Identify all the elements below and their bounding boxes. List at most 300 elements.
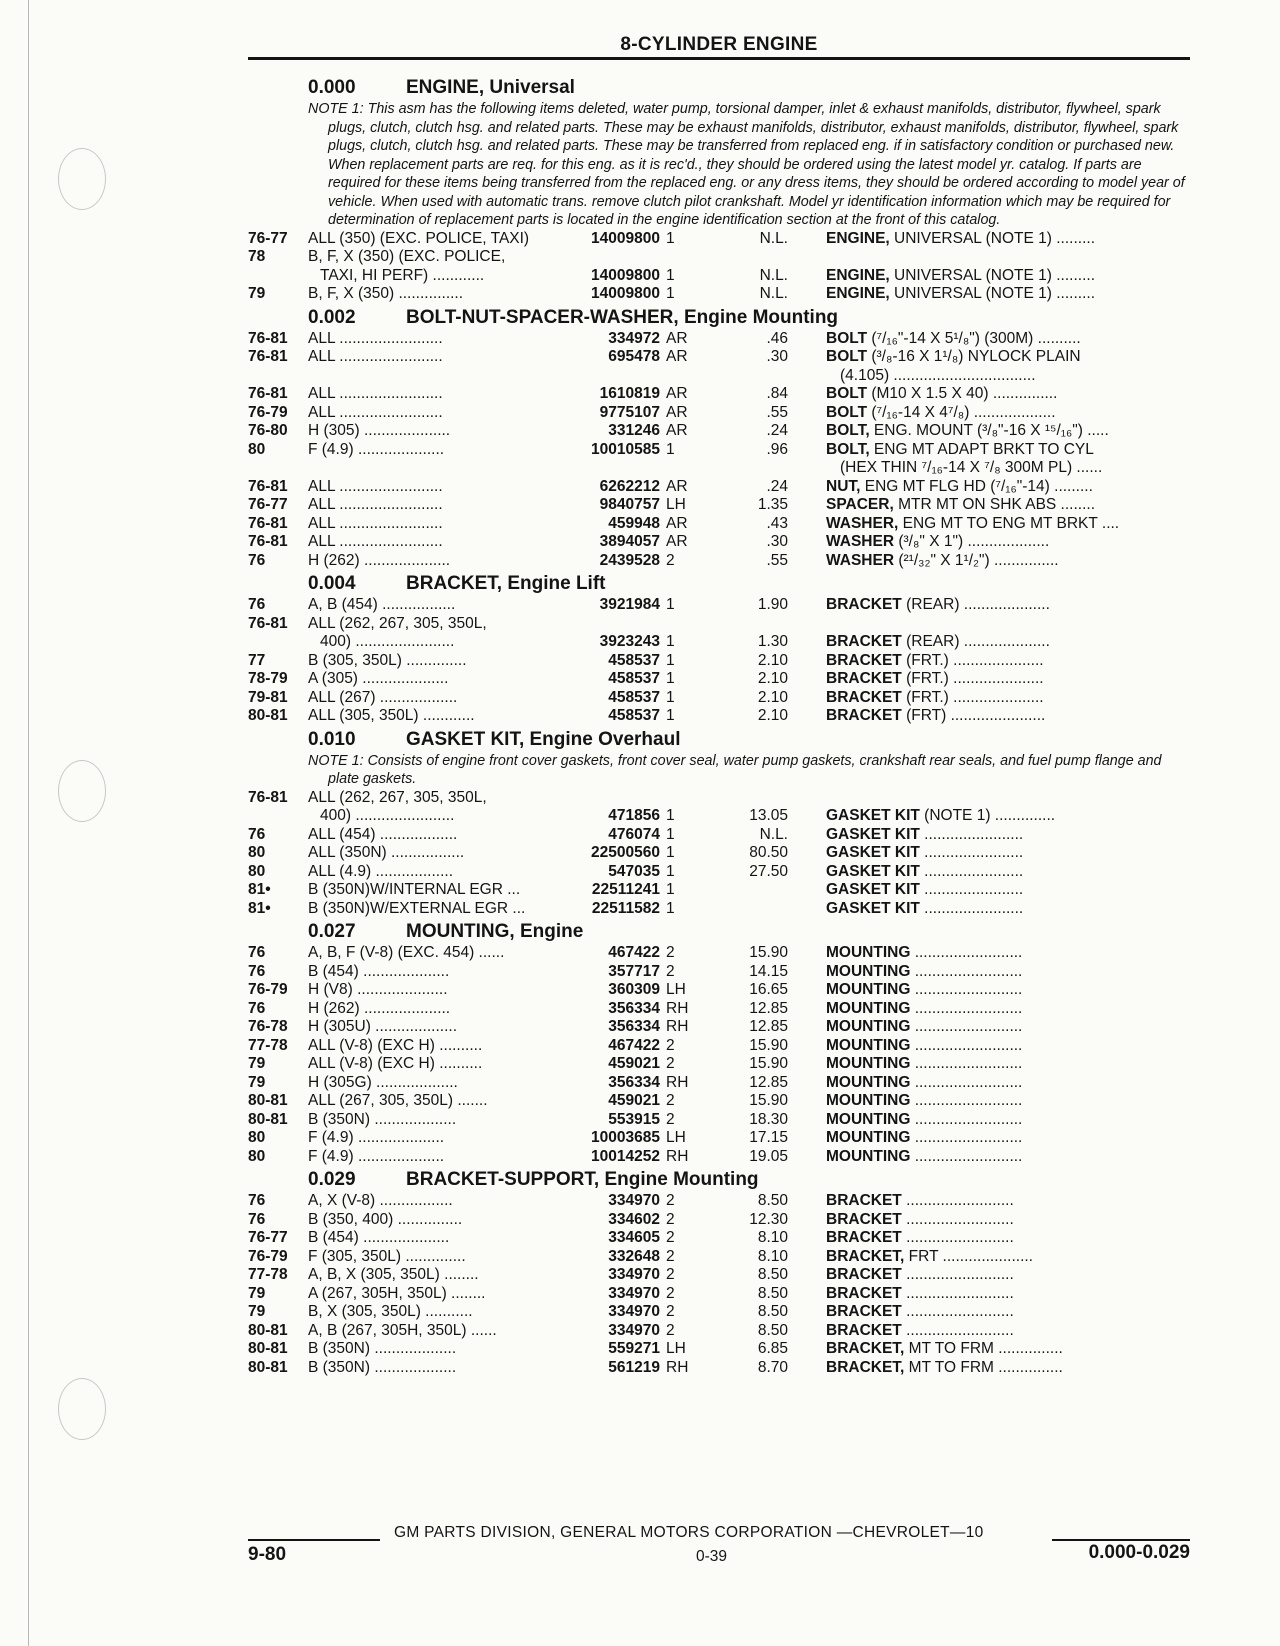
description-term: GASKET KIT bbox=[826, 881, 920, 898]
description-detail: UNIVERSAL (NOTE 1) ......... bbox=[889, 229, 1096, 247]
part-row bbox=[248, 1303, 1196, 1322]
description-detail: (REAR) .................... bbox=[901, 633, 1050, 650]
part-number: 356334 bbox=[608, 1073, 660, 1091]
model-year: 81• bbox=[248, 899, 271, 917]
part-row bbox=[248, 1148, 1196, 1167]
application: A, B (267, 305H, 350L) ...... bbox=[308, 1321, 497, 1339]
price: N.L. bbox=[759, 825, 788, 843]
description-detail: UNIVERSAL (NOTE 1) ......... bbox=[889, 285, 1096, 302]
quantity: 1 bbox=[666, 862, 675, 880]
price: N.L. bbox=[759, 285, 788, 302]
description-detail: ......................... bbox=[910, 1073, 1023, 1091]
quantity: 1 bbox=[666, 899, 675, 917]
page-header bbox=[248, 34, 1190, 60]
description bbox=[826, 1092, 1194, 1110]
description-term: BOLT, bbox=[826, 440, 870, 458]
quantity: 1 bbox=[666, 807, 675, 824]
description bbox=[826, 881, 1194, 899]
part-row bbox=[248, 478, 1196, 497]
quantity: LH bbox=[666, 981, 686, 998]
section-name: MOUNTING, Engine bbox=[406, 921, 584, 942]
header-rule bbox=[248, 57, 1190, 60]
price: N.L. bbox=[759, 266, 788, 284]
price: 8.10 bbox=[757, 1229, 788, 1246]
description-detail: ......................... bbox=[901, 1321, 1014, 1339]
description-term: BOLT bbox=[826, 348, 868, 365]
application: ALL ........................ bbox=[308, 329, 443, 347]
binder-hole bbox=[58, 148, 106, 210]
description-term: BRACKET, bbox=[826, 1340, 905, 1357]
price: 17.15 bbox=[749, 1129, 788, 1146]
part-row bbox=[248, 552, 1196, 571]
part-number: 458537 bbox=[608, 688, 660, 706]
section-number: 0.004 bbox=[308, 573, 356, 594]
price: 1.30 bbox=[757, 633, 788, 650]
quantity: 2 bbox=[666, 551, 675, 569]
part-number: 467422 bbox=[608, 944, 660, 961]
description-detail: (²¹/₃₂" X 1¹/₂") ............... bbox=[894, 551, 1059, 569]
description-detail: ENG MT FLG HD (⁷/₁₆"-14) ......... bbox=[860, 477, 1093, 495]
part-number: 356334 bbox=[608, 1018, 660, 1035]
description-term: BRACKET bbox=[826, 651, 902, 669]
quantity: 1 bbox=[666, 651, 675, 669]
description-term: BRACKET, bbox=[826, 1358, 905, 1376]
description bbox=[826, 596, 1194, 614]
description-detail: FRT ..................... bbox=[904, 1247, 1033, 1265]
part-row bbox=[248, 248, 1196, 267]
section-heading bbox=[248, 1166, 1196, 1192]
model-year: 77-78 bbox=[248, 1266, 288, 1283]
application: ALL (V-8) (EXC H) .......... bbox=[308, 1055, 483, 1072]
description-detail: (FRT.) ..................... bbox=[901, 651, 1044, 669]
description bbox=[826, 1340, 1194, 1358]
part-row bbox=[248, 285, 1196, 304]
part-row bbox=[248, 1018, 1196, 1037]
description bbox=[826, 1359, 1194, 1377]
part-row bbox=[248, 863, 1196, 882]
description bbox=[826, 285, 1194, 303]
part-number: 334972 bbox=[608, 329, 660, 347]
model-year: 79-81 bbox=[248, 688, 288, 706]
description-term: SPACER, bbox=[826, 496, 894, 513]
section-0-002 bbox=[248, 304, 1196, 571]
description-term: BRACKET bbox=[826, 1284, 902, 1302]
description bbox=[826, 1229, 1194, 1247]
model-year: 76-79 bbox=[248, 1247, 288, 1265]
part-number: 3894057 bbox=[599, 533, 660, 550]
quantity: 1 bbox=[666, 440, 675, 458]
description bbox=[826, 944, 1194, 962]
part-row bbox=[248, 963, 1196, 982]
price: 8.50 bbox=[757, 1192, 788, 1209]
part-row bbox=[248, 826, 1196, 845]
section-heading bbox=[248, 74, 1196, 100]
description-term: BOLT bbox=[826, 403, 868, 421]
application: B (454) .................... bbox=[308, 962, 450, 980]
description-term: GASKET KIT bbox=[826, 825, 920, 843]
model-year: 78-79 bbox=[248, 670, 288, 687]
description-term: WASHER bbox=[826, 551, 895, 569]
model-year: 76 bbox=[248, 1192, 266, 1209]
part-row bbox=[248, 1248, 1196, 1267]
quantity: RH bbox=[666, 1018, 689, 1035]
application: ALL (454) .................. bbox=[308, 825, 458, 843]
part-number: 14009800 bbox=[591, 229, 660, 247]
description-detail: ......................... bbox=[901, 1303, 1014, 1320]
price: 2.10 bbox=[757, 670, 788, 687]
application: ALL ........................ bbox=[308, 533, 443, 550]
price: 15.90 bbox=[749, 1036, 788, 1054]
section-heading bbox=[248, 570, 1196, 596]
quantity: 1 bbox=[666, 881, 675, 898]
model-year: 76 bbox=[248, 596, 266, 613]
description-detail: ......................... bbox=[910, 1018, 1023, 1035]
part-row bbox=[248, 807, 1196, 826]
description-term: BRACKET bbox=[826, 596, 902, 613]
description-detail: ......................... bbox=[901, 1229, 1014, 1246]
quantity: 1 bbox=[666, 707, 675, 724]
description bbox=[826, 963, 1194, 981]
description-detail: ......................... bbox=[901, 1210, 1014, 1228]
quantity: RH bbox=[666, 1147, 689, 1165]
part-row bbox=[248, 596, 1196, 615]
model-year: 76-81 bbox=[248, 514, 288, 532]
price: 1.90 bbox=[757, 596, 788, 613]
price: .96 bbox=[766, 440, 788, 458]
description bbox=[826, 633, 1194, 651]
quantity: 2 bbox=[666, 1284, 675, 1302]
application: H (305) .................... bbox=[308, 422, 451, 439]
quantity: 2 bbox=[666, 962, 675, 980]
description bbox=[826, 422, 1194, 440]
description-term: MOUNTING bbox=[826, 999, 911, 1017]
footer-rule-right bbox=[1052, 1539, 1190, 1541]
part-row bbox=[248, 1111, 1196, 1130]
part-number: 334970 bbox=[608, 1192, 660, 1209]
price: N.L. bbox=[759, 229, 788, 247]
description bbox=[826, 496, 1194, 514]
part-row bbox=[248, 1129, 1196, 1148]
model-year: 80-81 bbox=[248, 1340, 288, 1357]
description-term: WASHER bbox=[826, 533, 895, 550]
quantity: 1 bbox=[666, 844, 675, 861]
quantity: 1 bbox=[666, 229, 675, 247]
quantity: 2 bbox=[666, 1110, 675, 1128]
price: .43 bbox=[766, 514, 788, 532]
part-number: 334970 bbox=[608, 1284, 660, 1302]
description-term: MOUNTING bbox=[826, 1018, 911, 1035]
quantity: 1 bbox=[666, 266, 675, 284]
application: A (267, 305H, 350L) ........ bbox=[308, 1284, 486, 1302]
section-number: 0.000 bbox=[308, 77, 356, 98]
part-row bbox=[248, 404, 1196, 423]
application: 400) ....................... bbox=[320, 633, 455, 650]
part-row bbox=[248, 670, 1196, 689]
footer-rule-left bbox=[248, 1539, 380, 1541]
model-year: 76-81 bbox=[248, 329, 288, 347]
description-term: MOUNTING bbox=[826, 962, 911, 980]
part-row bbox=[248, 1192, 1196, 1211]
description-term: NUT, bbox=[826, 477, 861, 495]
part-row bbox=[248, 330, 1196, 349]
application: B (305, 350L) .............. bbox=[308, 651, 467, 669]
model-year: 79 bbox=[248, 1055, 266, 1072]
part-number: 553915 bbox=[608, 1110, 660, 1128]
price: 14.15 bbox=[749, 962, 788, 980]
part-number: 334970 bbox=[608, 1266, 660, 1283]
description-detail: (FRT.) ..................... bbox=[901, 670, 1044, 687]
section-number: 0.002 bbox=[308, 306, 356, 328]
description-term: GASKET KIT bbox=[826, 807, 920, 824]
footer-date: 9-80 bbox=[248, 1544, 287, 1565]
application: ALL (262, 267, 305, 350L, bbox=[308, 614, 487, 632]
application: H (262) .................... bbox=[308, 551, 451, 569]
part-row bbox=[248, 441, 1196, 460]
description-detail: MTR MT ON SHK ABS ........ bbox=[893, 496, 1096, 513]
description bbox=[826, 1037, 1194, 1055]
price: 16.65 bbox=[749, 981, 788, 998]
description bbox=[826, 707, 1194, 725]
description-term: GASKET KIT bbox=[826, 899, 920, 917]
description-detail: ......................... bbox=[901, 1266, 1014, 1283]
price: 80.50 bbox=[749, 844, 788, 861]
quantity: 2 bbox=[666, 1266, 675, 1283]
description bbox=[826, 1111, 1194, 1129]
application: 400) ....................... bbox=[320, 807, 455, 824]
part-number: 22511582 bbox=[591, 899, 660, 917]
part-number: 467422 bbox=[608, 1036, 660, 1054]
footer-group-range: 0.000-0.029 bbox=[1088, 1542, 1190, 1563]
quantity: 1 bbox=[666, 633, 675, 650]
price: 8.50 bbox=[757, 1284, 788, 1302]
quantity: LH bbox=[666, 496, 686, 513]
application: ALL ........................ bbox=[308, 514, 443, 532]
part-row bbox=[248, 1211, 1196, 1230]
price: 6.85 bbox=[757, 1340, 788, 1357]
section-0-010 bbox=[248, 726, 1196, 919]
binder-hole bbox=[58, 1378, 106, 1440]
description-term: BRACKET bbox=[826, 688, 902, 706]
description bbox=[826, 330, 1194, 348]
part-row bbox=[248, 533, 1196, 552]
description-term: BRACKET bbox=[826, 707, 902, 724]
description-detail: ......................... bbox=[901, 1284, 1014, 1302]
description-term: MOUNTING bbox=[826, 1036, 911, 1054]
description bbox=[826, 826, 1194, 844]
page-edge-line bbox=[28, 0, 29, 1646]
quantity: AR bbox=[666, 348, 688, 365]
description-term: BRACKET bbox=[826, 670, 902, 687]
quantity: AR bbox=[666, 422, 688, 439]
part-number: 458537 bbox=[608, 707, 660, 724]
description-detail: ....................... bbox=[919, 844, 1024, 861]
application: H (305G) ................... bbox=[308, 1073, 458, 1091]
description bbox=[826, 1322, 1194, 1340]
part-number: 334970 bbox=[608, 1303, 660, 1320]
model-year: 76-81 bbox=[248, 477, 288, 495]
price: 8.50 bbox=[757, 1321, 788, 1339]
description bbox=[826, 230, 1194, 248]
part-row bbox=[248, 496, 1196, 515]
model-year: 80-81 bbox=[248, 707, 288, 724]
quantity: 2 bbox=[666, 1036, 675, 1054]
part-number: 356334 bbox=[608, 999, 660, 1017]
description-term: BRACKET bbox=[826, 633, 902, 650]
application: H (262) .................... bbox=[308, 999, 451, 1017]
description-detail: ENG. MOUNT (³/₈"-16 X ¹⁵/₁₆") ..... bbox=[869, 422, 1109, 439]
model-year: 76-81 bbox=[248, 614, 288, 632]
application: ALL (4.9) .................. bbox=[308, 862, 454, 880]
description-detail: ......................... bbox=[910, 1147, 1023, 1165]
part-number: 10003685 bbox=[591, 1129, 660, 1146]
part-number: 471856 bbox=[608, 807, 660, 824]
description-term: ENGINE, bbox=[826, 229, 890, 247]
price: .55 bbox=[766, 403, 788, 421]
quantity: RH bbox=[666, 999, 689, 1017]
quantity: 1 bbox=[666, 688, 675, 706]
part-row bbox=[248, 944, 1196, 963]
price: 1.35 bbox=[757, 496, 788, 513]
part-row bbox=[248, 1037, 1196, 1056]
application: ALL (V-8) (EXC H) .......... bbox=[308, 1036, 483, 1054]
part-number: 459021 bbox=[608, 1055, 660, 1072]
model-year: 76-77 bbox=[248, 1229, 288, 1246]
description-detail: ENG MT ADAPT BRKT TO CYL bbox=[869, 440, 1094, 458]
application: TAXI, HI PERF) ............ bbox=[320, 266, 485, 284]
model-year: 80 bbox=[248, 1147, 266, 1165]
description-term: BRACKET bbox=[826, 1192, 902, 1209]
application: B (350N) ................... bbox=[308, 1340, 457, 1357]
description bbox=[826, 1055, 1194, 1073]
part-row bbox=[248, 789, 1196, 808]
part-row bbox=[248, 900, 1196, 919]
description-term: BRACKET bbox=[826, 1266, 902, 1283]
part-number: 459021 bbox=[608, 1092, 660, 1109]
part-row bbox=[248, 367, 1196, 386]
description bbox=[826, 689, 1194, 707]
part-row bbox=[248, 1285, 1196, 1304]
part-number: 360309 bbox=[608, 981, 660, 998]
model-year: 76-81 bbox=[248, 788, 288, 806]
price: 8.50 bbox=[757, 1266, 788, 1283]
model-year: 76 bbox=[248, 551, 266, 569]
part-number: 459948 bbox=[608, 514, 660, 532]
part-number: 331246 bbox=[608, 422, 660, 439]
part-number: 9775107 bbox=[599, 403, 660, 421]
part-number: 6262212 bbox=[599, 477, 660, 495]
section-note: NOTE 1: This asm has the following items deleted, water pump, torsional damper, inlet & exhaust manifolds, distributor, flywheel, spark plugs, clutch, clutch hsg. and related parts. These may be exhaust manifolds, distributor, exhaust manifolds, distributor, flywheel, spark plugs, clutch, clutch hsg. and related parts. These may be transferred from replaced eng. if in satisfactory condition or purchased new. When replacement parts are req. for this eng. as it is rec'd., they should be ordered using the latest model yr. catalog. If parts are required for these items being transferred from the replaced eng. or any dress items, they should be ordered according to model year of vehicle. When used with automatic trans. remove clutch pilot crankshaft. Model yr identification information which may be required for determination of replacement parts is located in the engine identification section at the front of this catalog. bbox=[308, 101, 1185, 228]
description bbox=[826, 1074, 1194, 1092]
description bbox=[826, 1000, 1194, 1018]
description-term: MOUNTING bbox=[826, 1110, 911, 1128]
description-detail: ......................... bbox=[910, 962, 1023, 980]
application: B, F, X (350) ............... bbox=[308, 285, 464, 302]
model-year: 80 bbox=[248, 844, 266, 861]
price: 18.30 bbox=[749, 1110, 788, 1128]
description-term: BOLT bbox=[826, 385, 868, 402]
application: H (V8) ..................... bbox=[308, 981, 448, 998]
section-name: BRACKET, Engine Lift bbox=[406, 573, 606, 594]
price: 8.10 bbox=[757, 1247, 788, 1265]
footer-page-number: 0-39 bbox=[696, 1548, 728, 1565]
description-detail: MT TO FRM ............... bbox=[904, 1340, 1063, 1357]
application: F (4.9) .................... bbox=[308, 1147, 445, 1165]
section-heading bbox=[248, 918, 1196, 944]
quantity: 2 bbox=[666, 1055, 675, 1072]
footer-publisher: GM PARTS DIVISION, GENERAL MOTORS CORPORATION —CHEVROLET—10 bbox=[394, 1524, 984, 1541]
quantity: 2 bbox=[666, 1092, 675, 1109]
application: ALL (350N) ................. bbox=[308, 844, 465, 861]
application: F (305, 350L) .............. bbox=[308, 1247, 466, 1265]
quantity: 2 bbox=[666, 1192, 675, 1209]
price: .30 bbox=[766, 348, 788, 365]
model-year: 80 bbox=[248, 1129, 266, 1146]
price: 12.85 bbox=[749, 1018, 788, 1035]
description-detail: UNIVERSAL (NOTE 1) ......... bbox=[889, 266, 1096, 284]
part-number: 458537 bbox=[608, 651, 660, 669]
description-term: BRACKET bbox=[826, 1229, 902, 1246]
quantity: AR bbox=[666, 533, 688, 550]
price: .55 bbox=[766, 551, 788, 569]
part-row bbox=[248, 1074, 1196, 1093]
description bbox=[840, 367, 1194, 385]
application: B (350N)W/EXTERNAL EGR ... bbox=[308, 899, 526, 917]
quantity: RH bbox=[666, 1358, 689, 1376]
part-number: 14009800 bbox=[591, 266, 660, 284]
part-number: 332648 bbox=[608, 1247, 660, 1265]
description-term: BRACKET, bbox=[826, 1247, 905, 1265]
part-number: 10010585 bbox=[591, 440, 660, 458]
description bbox=[826, 348, 1194, 366]
model-year: 78 bbox=[248, 248, 266, 265]
application: B (454) .................... bbox=[308, 1229, 450, 1246]
quantity: LH bbox=[666, 1340, 686, 1357]
model-year: 77-78 bbox=[248, 1036, 288, 1054]
description-detail: (4.105) ................................. bbox=[840, 366, 1036, 384]
section-name: BRACKET-SUPPORT, Engine Mounting bbox=[406, 1169, 759, 1190]
application: B (350N)W/INTERNAL EGR ... bbox=[308, 881, 521, 898]
quantity: 1 bbox=[666, 670, 675, 687]
part-row bbox=[248, 689, 1196, 708]
part-row bbox=[248, 1266, 1196, 1285]
description-detail: ......................... bbox=[901, 1192, 1014, 1209]
description bbox=[826, 267, 1194, 285]
application: ALL ........................ bbox=[308, 403, 443, 421]
description-detail: (³/₈-16 X 1¹/₈) NYLOCK PLAIN bbox=[867, 348, 1081, 365]
description-detail: ......................... bbox=[910, 1129, 1023, 1146]
quantity: AR bbox=[666, 329, 688, 347]
model-year: 76 bbox=[248, 944, 266, 961]
part-row bbox=[248, 633, 1196, 652]
quantity: 2 bbox=[666, 1210, 675, 1228]
description-detail: ......................... bbox=[910, 944, 1023, 961]
part-number: 1610819 bbox=[599, 385, 660, 402]
model-year: 79 bbox=[248, 1073, 266, 1091]
part-number: 14009800 bbox=[591, 285, 660, 302]
section-0-000 bbox=[248, 74, 1196, 304]
price: .24 bbox=[766, 422, 788, 439]
description-term: GASKET KIT bbox=[826, 862, 920, 880]
description bbox=[826, 1248, 1194, 1266]
model-year: 76 bbox=[248, 1210, 266, 1228]
description bbox=[826, 1192, 1194, 1210]
part-row bbox=[248, 459, 1196, 478]
description bbox=[826, 1266, 1194, 1284]
description-detail: ......................... bbox=[910, 999, 1023, 1017]
description-term: BRACKET bbox=[826, 1210, 902, 1228]
part-row bbox=[248, 981, 1196, 1000]
model-year: 76-78 bbox=[248, 1018, 288, 1035]
